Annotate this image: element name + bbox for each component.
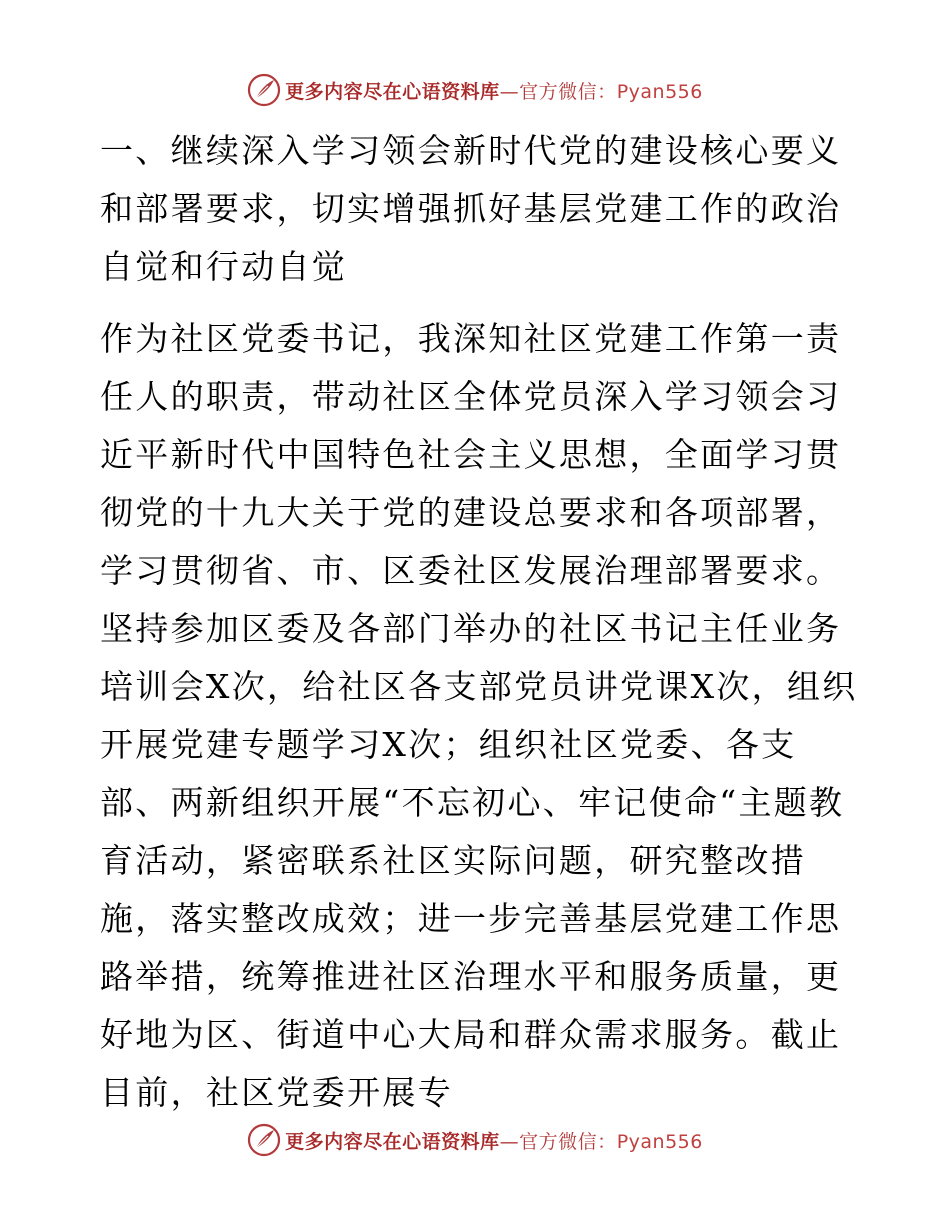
watermark-text <box>285 77 703 104</box>
watermark-wechat-label: 官方微信： <box>519 80 617 103</box>
section-heading: 一、继续深入学习领会新时代党的建设核心要义和部署要求，切实增强抓好基层党建工作的政治自觉和行动自觉 <box>100 131 842 286</box>
watermark-brand: 更多内容尽在心语资料库 <box>285 1130 500 1153</box>
body-paragraph: 作为社区党委书记，我深知社区党建工作第一责任人的职责，带动社区全体党员深入学习领会习近平新时代中国特色社会主义思想，全面学习贯彻党的十九大关于党的建设总要求和各项部署，学习贯彻省、市、区委社区发展治理部署要求。坚持参加区委及各部门举办的社区书记主任业务培训会X次，给社区各支部党员讲党课X次，组织开展党建专题学习X次；组织社区党委、各支部、两新组织开展“不忘初心、牢记使命“主题教育活动，紧密联系社区实际问题，研究整改措施，落实整改成效；进一步完善基层党建工作思路举措，统筹推进社区治理水平和服务质量，更好地为区、街道中心大局和群众需求服务。截止目前，社区党委开展专 <box>100 319 858 1112</box>
watermark-account: Pyan556 <box>616 80 703 103</box>
feather-pen-logo-icon <box>247 73 281 107</box>
watermark-account: Pyan556 <box>616 1130 703 1153</box>
feather-pen-logo-icon <box>247 1123 281 1157</box>
watermark-separator: — <box>499 80 520 103</box>
watermark-text <box>285 1127 703 1154</box>
watermark-banner-top <box>0 72 950 108</box>
watermark-banner-bottom <box>0 1122 950 1158</box>
watermark-wechat-label: 官方微信： <box>519 1130 617 1153</box>
watermark-brand: 更多内容尽在心语资料库 <box>285 80 500 103</box>
watermark-separator: — <box>499 1130 520 1153</box>
